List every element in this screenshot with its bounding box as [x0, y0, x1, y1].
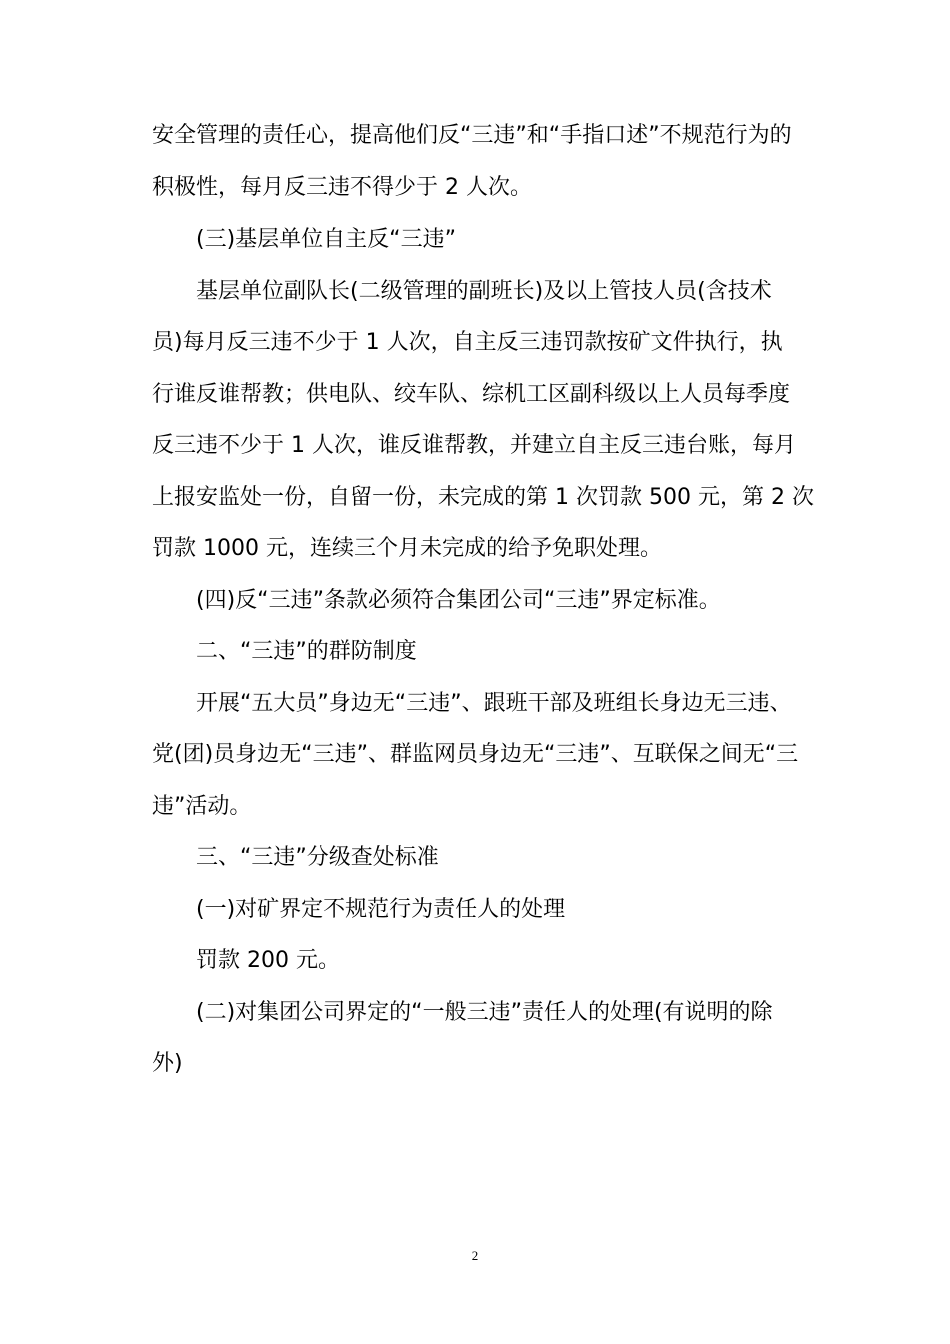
page-number: 2: [471, 1248, 479, 1263]
body-text-line: 罚款 1000 元，连续三个月未完成的给予免职处理。: [152, 536, 662, 561]
body-text-line: 党(团)员身边无“三违”、群监网员身边无“三违”、互联保之间无“三: [152, 742, 799, 767]
section-heading: (三)基层单位自主反“三违”: [196, 227, 456, 252]
body-text-line: 外): [152, 1051, 183, 1076]
body-text-line: 罚款 200 元。: [196, 948, 340, 973]
section-heading: (四)反“三违”条款必须符合集团公司“三违”界定标准。: [196, 588, 721, 613]
body-text-line: 行谁反谁帮教；供电队、绞车队、综机工区副科级以上人员每季度: [152, 382, 791, 407]
body-text-line: 开展“五大员”身边无“三违”、跟班干部及班组长身边无三违、: [196, 691, 792, 716]
section-heading: 三、“三违”分级查处标准: [196, 845, 439, 870]
section-heading: (二)对集团公司界定的“一般三违”责任人的处理(有说明的除: [196, 1000, 773, 1025]
body-text-line: 反三违不少于 1 人次，谁反谁帮教，并建立自主反三违台账，每月: [152, 433, 796, 458]
body-text-line: 安全管理的责任心，提高他们反“三违”和“手指口述”不规范行为的: [152, 123, 792, 148]
body-text-line: 积极性，每月反三违不得少于 2 人次。: [152, 175, 532, 200]
body-text-line: 上报安监处一份，自留一份，未完成的第 1 次罚款 500 元，第 2 次: [152, 485, 814, 510]
body-text-line: 基层单位副队长(二级管理的副班长)及以上管技人员(含技术: [196, 279, 772, 304]
section-heading: 二、“三违”的群防制度: [196, 639, 417, 664]
body-text-line: 违”活动。: [152, 794, 252, 819]
body-text-line: 员)每月反三违不少于 1 人次，自主反三违罚款按矿文件执行，执: [152, 330, 783, 355]
section-heading: (一)对矿界定不规范行为责任人的处理: [196, 897, 566, 922]
